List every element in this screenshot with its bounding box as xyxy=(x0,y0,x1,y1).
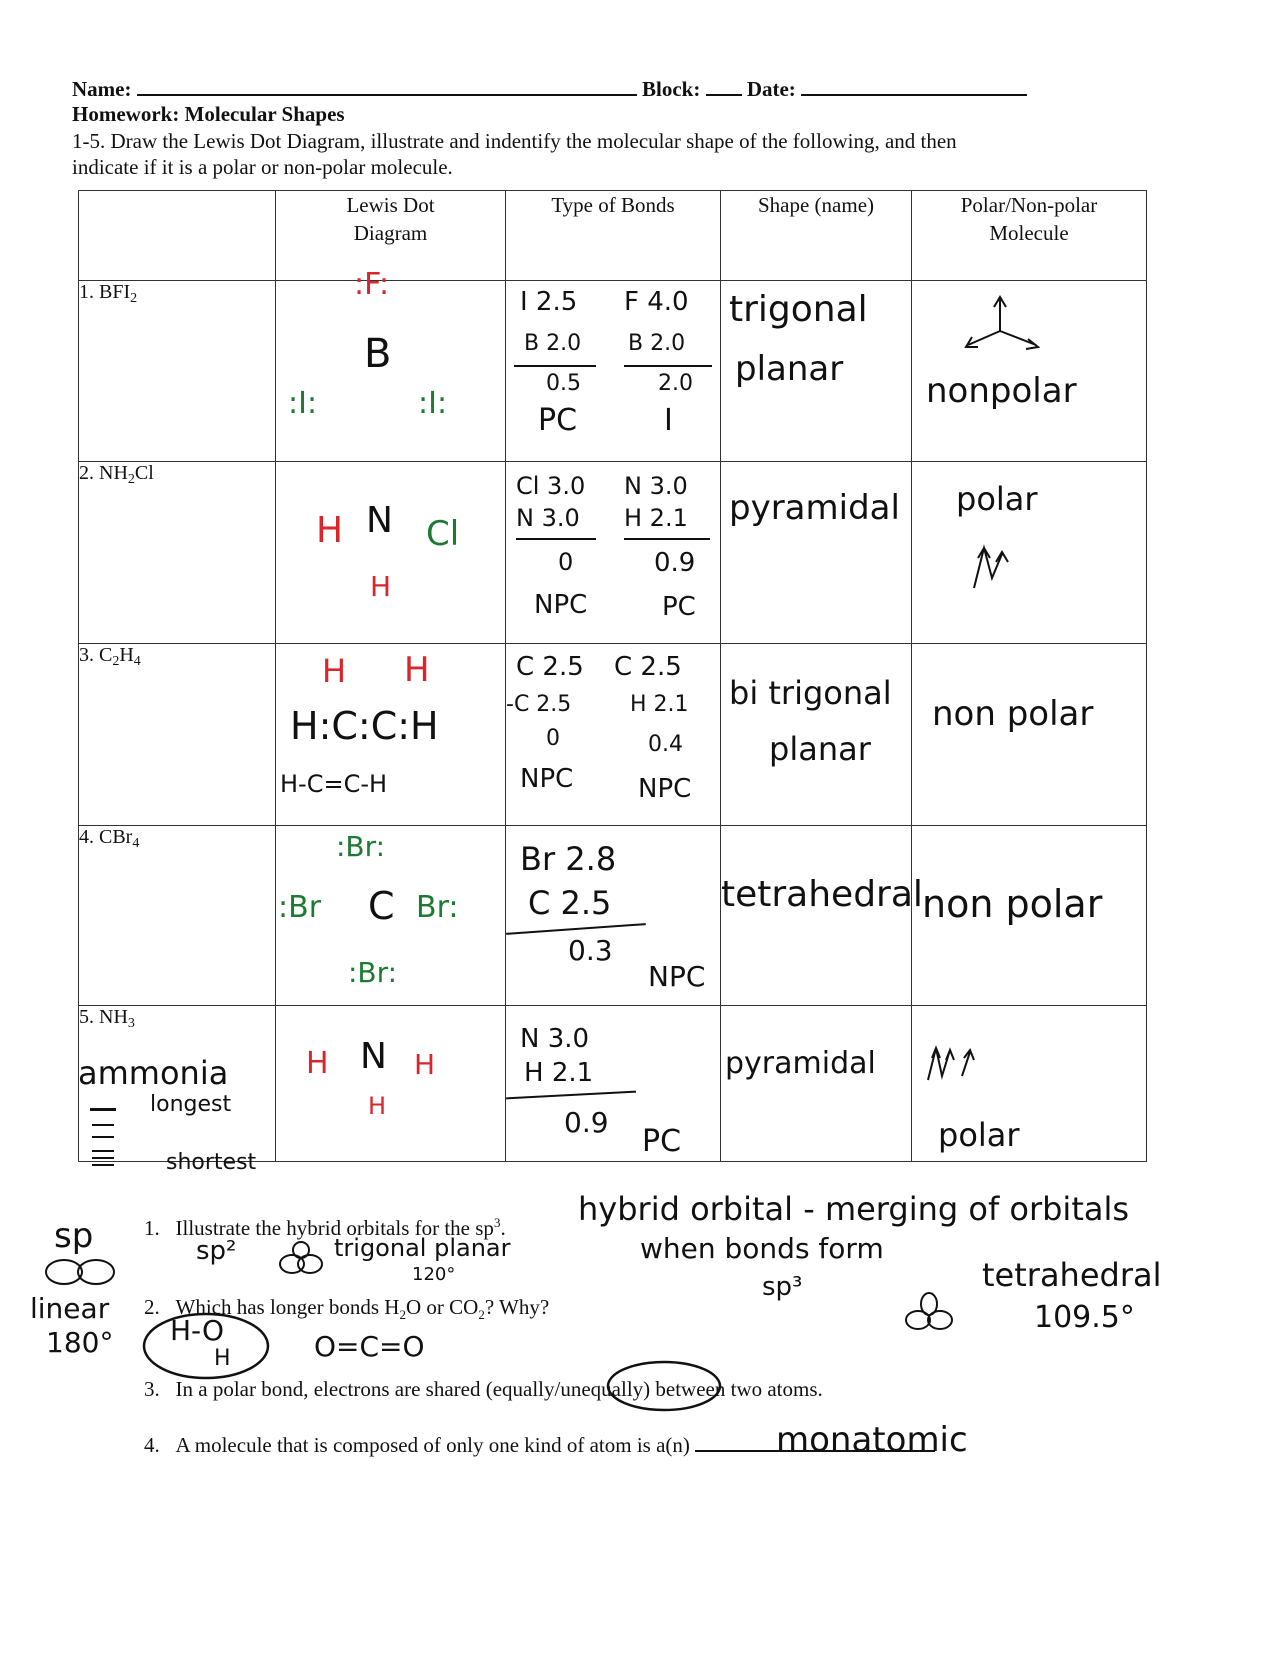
bond-r3: 2.0 xyxy=(658,371,693,396)
polarity-text: polar xyxy=(938,1116,1020,1154)
molecular-shapes-table xyxy=(78,190,1147,1162)
lewis-atom-br-left: :Br xyxy=(278,890,322,925)
date-label: Date: xyxy=(746,77,796,101)
bond-l-line xyxy=(516,538,596,540)
lewis-atom-h-left: H xyxy=(306,1046,329,1081)
bond-l4: NPC xyxy=(648,960,706,993)
bond-l-line xyxy=(514,365,596,367)
header-bonds xyxy=(506,191,721,281)
unequally-circle-icon xyxy=(604,1358,724,1412)
page-title: Homework: Molecular Shapes xyxy=(72,102,345,126)
shape-cell xyxy=(721,644,912,826)
header-polar xyxy=(912,191,1147,281)
bonds-cell xyxy=(506,462,721,644)
note-shortest: shortest xyxy=(166,1150,257,1175)
question-tail: . xyxy=(500,1216,506,1240)
triple-bond-mark xyxy=(92,1150,114,1166)
table-row xyxy=(79,826,1147,1006)
shape-cell xyxy=(721,826,923,1006)
single-bond-mark xyxy=(90,1108,116,1111)
name-label xyxy=(72,74,1027,102)
shape-line1: pyramidal xyxy=(725,1046,876,1081)
bond-l2: -C 2.5 xyxy=(506,692,572,717)
polarity-text: polar xyxy=(956,480,1038,518)
lewis-cell xyxy=(276,267,506,462)
lewis-cell xyxy=(276,644,506,826)
bond-r4: NPC xyxy=(638,774,692,804)
lewis-atom-c: C xyxy=(368,884,395,928)
lewis-cell xyxy=(276,826,506,1006)
instructions-line-1: 1-5. Draw the Lewis Dot Diagram, illustrate and indentify the molecular shape of the following, and then xyxy=(72,129,957,153)
question-number: 4. xyxy=(144,1433,160,1457)
lewis-structural-formula: H-C=C-H xyxy=(280,770,388,798)
name-label-text: Name: xyxy=(72,77,132,101)
polar-cell xyxy=(912,644,1147,826)
block-label: Block: xyxy=(641,77,701,101)
row-label-text: 2. NH xyxy=(79,462,128,484)
name-blank[interactable] xyxy=(137,74,637,96)
question-text: Illustrate the hybrid orbitals for the sp xyxy=(175,1216,494,1240)
bond-l1: C 2.5 xyxy=(516,652,584,682)
lewis-atom-cl: Cl xyxy=(426,514,460,554)
bond-l4: PC xyxy=(538,403,578,438)
table-header-row xyxy=(79,191,1147,281)
hw-tetrahedral: tetrahedral xyxy=(982,1256,1162,1294)
shape-cell xyxy=(721,281,912,462)
bond-r2: H 2.1 xyxy=(630,692,689,717)
row-label-bfi2 xyxy=(79,281,276,462)
table-row xyxy=(79,1006,1147,1162)
lewis-atom-h-top-left: H xyxy=(322,652,347,690)
header-lewis-line2: Diagram xyxy=(353,221,428,245)
row-label-subscript: 3 xyxy=(127,1016,135,1031)
question-text: Which has longer bonds H xyxy=(175,1295,400,1319)
hw-sp3: sp³ xyxy=(762,1272,803,1302)
row-label-suffix: Cl xyxy=(134,462,154,484)
bonds-cell xyxy=(506,281,721,462)
bond-r3: 0.9 xyxy=(654,548,696,578)
row-label-c2h4 xyxy=(79,644,276,826)
hw-water-h: H xyxy=(214,1346,231,1371)
lewis-cell xyxy=(276,462,506,644)
header-polar-line1: Polar/Non-polar xyxy=(960,193,1098,217)
lewis-atom-br-right: Br: xyxy=(416,890,459,925)
table-row xyxy=(79,281,1147,462)
hw-180: 180° xyxy=(46,1326,114,1359)
bond-l1: Br 2.8 xyxy=(520,840,617,878)
question-number: 3. xyxy=(144,1377,160,1401)
double-bond-mark xyxy=(92,1124,114,1138)
table-row xyxy=(79,462,1147,644)
bond-r4: I xyxy=(664,403,673,438)
bond-l3: 0.9 xyxy=(564,1106,609,1139)
header-lewis-line1: Lewis Dot xyxy=(346,193,435,217)
bond-l3: 0.5 xyxy=(546,371,581,396)
header-shape-text: Shape (name) xyxy=(757,193,875,217)
bond-r1: F 4.0 xyxy=(624,287,689,317)
bond-l1: I 2.5 xyxy=(520,287,578,317)
header-lewis xyxy=(276,191,506,281)
question-superscript: 3 xyxy=(493,1215,501,1230)
question-subscript: 2 xyxy=(478,1307,485,1323)
row-label-suffix: H xyxy=(119,644,134,666)
bond-r2: H 2.1 xyxy=(624,504,688,532)
polar-cell xyxy=(912,826,1147,1006)
bond-l4: PC xyxy=(642,1124,682,1159)
lewis-atom-h-bottom: H xyxy=(370,570,392,603)
polar-cell xyxy=(912,281,1147,462)
bond-l3: 0 xyxy=(558,548,574,576)
bond-r4: PC xyxy=(662,592,696,622)
table-row xyxy=(79,644,1147,826)
shape-cell xyxy=(721,462,912,644)
instructions-line-2: indicate if it is a polar or non-polar molecule. xyxy=(72,155,453,179)
shape-cell xyxy=(721,1006,912,1162)
lewis-cell xyxy=(276,1006,506,1162)
lewis-atom-h-top-right: H xyxy=(404,650,430,690)
bond-l1: N 3.0 xyxy=(520,1024,590,1054)
sp-orbital-icon xyxy=(40,1252,120,1292)
row-label-subscript-2: 4 xyxy=(133,654,141,669)
note-ammonia: ammonia xyxy=(78,1054,229,1092)
bond-l2: H 2.1 xyxy=(524,1058,594,1088)
shape-line2: planar xyxy=(769,730,871,768)
hw-water: H-O xyxy=(170,1314,224,1347)
hw-linear: linear xyxy=(30,1292,110,1325)
lewis-atom-f: :F: xyxy=(354,267,390,302)
bond-l2: C 2.5 xyxy=(528,884,612,922)
polar-cell xyxy=(912,1006,1147,1162)
lewis-atom-br-top: :Br: xyxy=(336,830,386,863)
note-longest: longest xyxy=(150,1092,232,1117)
hw-monatomic: monatomic xyxy=(776,1420,968,1460)
question-number: 1. xyxy=(144,1216,160,1240)
lewis-atom-h-right: H xyxy=(414,1048,436,1081)
lewis-atom-n: N xyxy=(360,1036,387,1077)
bond-r-line xyxy=(624,365,712,367)
lewis-atom-h-bottom: H xyxy=(368,1092,387,1120)
shape-line1: pyramidal xyxy=(729,488,900,528)
question-tail: ? Why? xyxy=(484,1295,550,1319)
row-label-subscript: 2 xyxy=(127,472,135,487)
polar-cell xyxy=(912,462,1147,644)
bond-l4: NPC xyxy=(520,764,574,794)
header-shape xyxy=(721,191,912,281)
question-text-mid: O or CO xyxy=(405,1295,479,1319)
hw-sp2: sp² xyxy=(196,1236,237,1266)
lewis-atom-n: N xyxy=(366,500,393,541)
bond-r1: N 3.0 xyxy=(624,472,688,500)
bond-l-line xyxy=(506,1091,636,1100)
bond-l2: N 3.0 xyxy=(516,504,580,532)
lewis-atom-i-right: :I: xyxy=(418,386,448,421)
bonds-cell xyxy=(506,1006,721,1162)
date-blank[interactable] xyxy=(801,74,1027,96)
sp2-orbital-icon xyxy=(276,1240,326,1280)
lewis-atom-b: B xyxy=(364,331,392,377)
question-text: A molecule that is composed of only one kind of atom is a(n) xyxy=(175,1433,690,1457)
hw-hybrid-definition-2: when bonds form xyxy=(640,1232,884,1265)
lewis-atom-i-left: :I: xyxy=(288,386,318,421)
bond-r1: C 2.5 xyxy=(614,652,682,682)
bond-l2: B 2.0 xyxy=(524,331,582,356)
row-label-subscript: 2 xyxy=(112,654,120,669)
polarity-text: non polar xyxy=(922,882,1103,926)
row-label-text: 3. C xyxy=(79,644,113,666)
bond-r2: B 2.0 xyxy=(628,331,686,356)
block-blank[interactable] xyxy=(706,74,742,96)
hw-sp: sp xyxy=(54,1216,94,1256)
shape-line2: planar xyxy=(735,349,844,389)
polarity-text: non polar xyxy=(932,694,1094,734)
shape-line1: bi trigonal xyxy=(729,674,892,712)
question-subscript: 2 xyxy=(399,1307,406,1323)
row-label-subscript: 2 xyxy=(130,291,138,306)
row-label-cbr4 xyxy=(79,826,276,1006)
header-blank-cell xyxy=(79,191,276,281)
bond-l4: NPC xyxy=(534,590,588,620)
hw-109: 109.5° xyxy=(1034,1300,1135,1335)
bonds-cell xyxy=(506,826,721,1006)
row-label-text: 5. NH xyxy=(79,1006,128,1028)
question-number: 2. xyxy=(144,1295,160,1319)
bond-l1: Cl 3.0 xyxy=(516,472,586,500)
row-label-text: 4. CBr xyxy=(79,826,133,848)
dipole-arrows-icon xyxy=(912,462,1146,644)
row-label-nh2cl xyxy=(79,462,276,644)
bonds-cell xyxy=(506,644,721,826)
dipole-arrows-icon xyxy=(912,281,1146,381)
header-polar-line2: Molecule xyxy=(989,221,1069,245)
question-text: In a polar bond, electrons are shared (equally/unequally) between two atoms. xyxy=(175,1377,823,1401)
lewis-atom-br-bottom: :Br: xyxy=(348,956,398,989)
row-label-subscript: 4 xyxy=(132,836,140,851)
sp3-orbital-icon xyxy=(900,1290,960,1336)
bond-l3: 0.3 xyxy=(568,934,613,967)
lewis-atom-h-left: H xyxy=(316,510,344,551)
polarity-text: nonpolar xyxy=(926,371,1077,411)
bond-l3: 0 xyxy=(546,726,560,751)
bond-r3: 0.4 xyxy=(648,732,683,757)
hw-trigonal-planar: trigonal planar xyxy=(334,1234,511,1262)
header-bonds-text: Type of Bonds xyxy=(551,193,675,217)
row-label-text: 1. BFI xyxy=(79,281,131,303)
shape-line1: trigonal xyxy=(729,289,868,330)
hw-120: 120° xyxy=(412,1264,456,1285)
hw-co2: O=C=O xyxy=(314,1330,425,1363)
hw-hybrid-definition-1: hybrid orbital - merging of orbitals xyxy=(578,1190,1130,1228)
bond-r-line xyxy=(624,538,710,540)
shape-line1: tetrahedral xyxy=(721,874,923,915)
lewis-structure-main: H:C:C:H xyxy=(290,704,439,748)
